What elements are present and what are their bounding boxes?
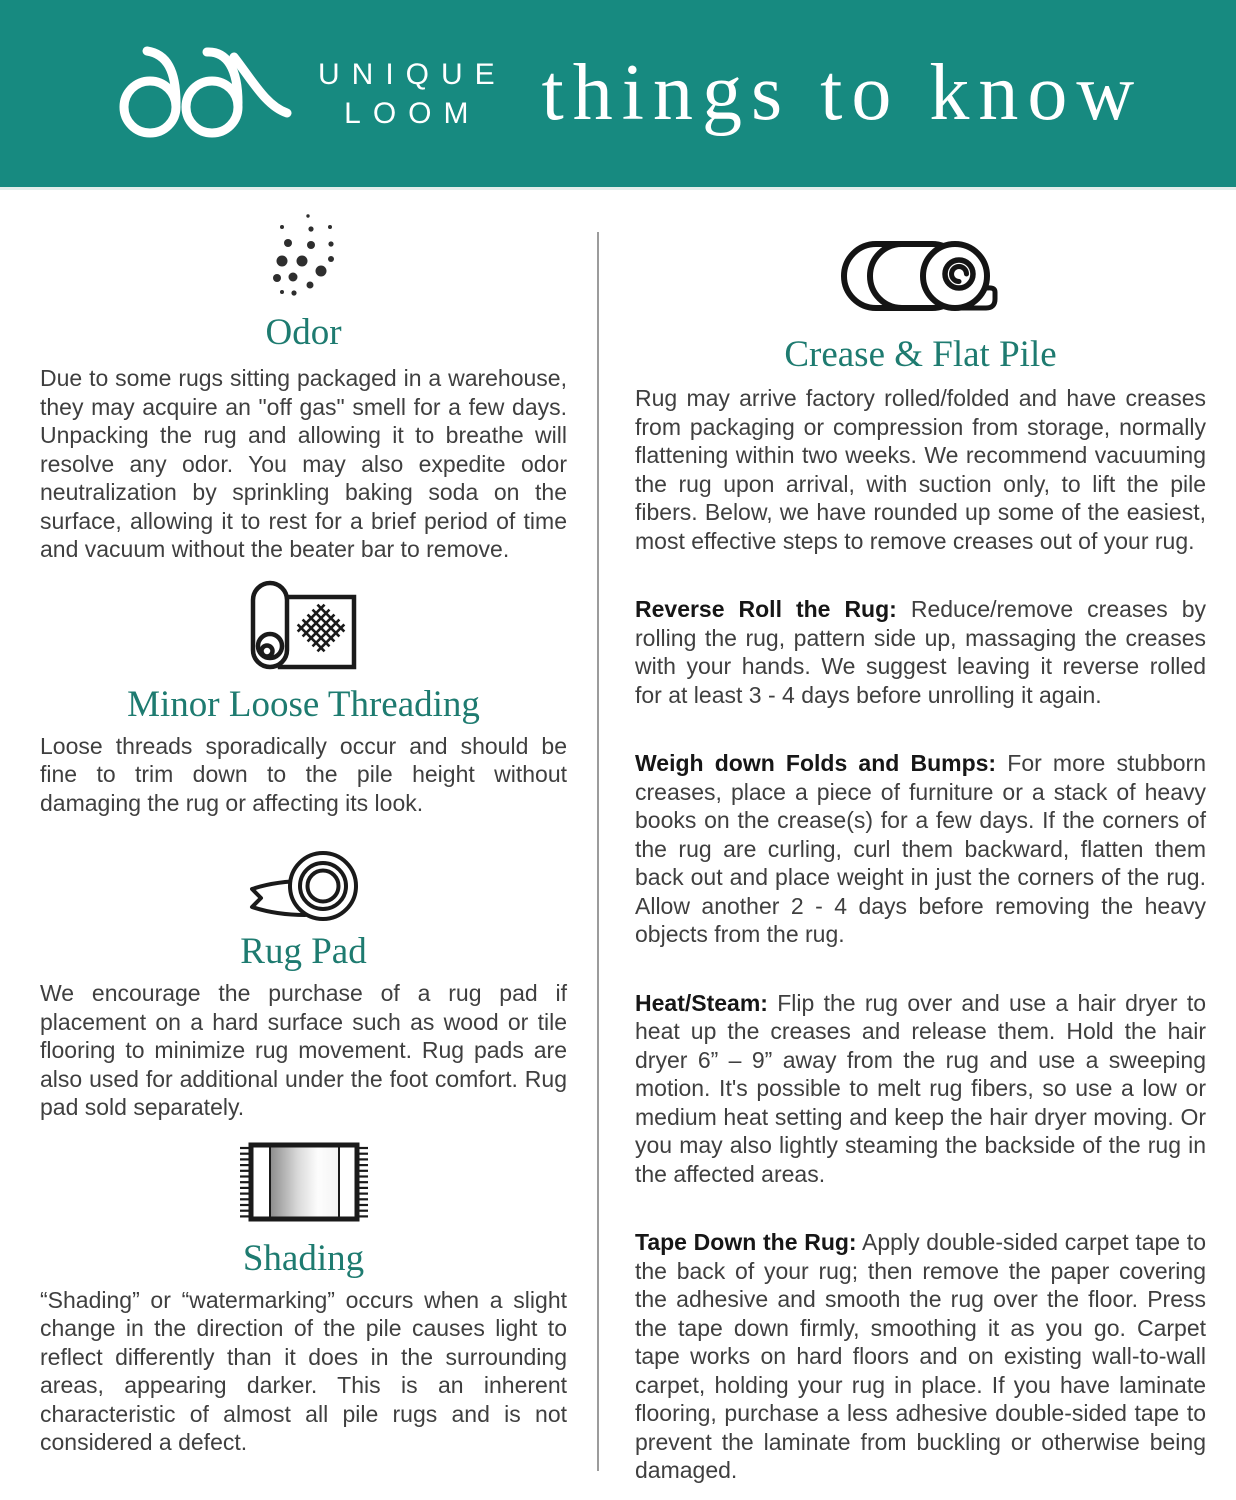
section-rug-pad	[40, 839, 567, 1122]
section-crease-flat-pile	[635, 238, 1206, 555]
step-weigh-down	[635, 749, 1206, 949]
section-body-shading: “Shading” or “watermarking” occurs when a slight change in the direction of the pile causes light to reflect differently than it does in the surrounding areas, appearing darker. This is an inherent characteristic of almost all pile rugs and is not considered a defect.	[40, 1286, 567, 1455]
content-columns	[0, 190, 1236, 1485]
brand-lockup	[108, 44, 507, 144]
section-shading	[40, 1142, 567, 1457]
section-heading-rugpad: Rug Pad	[240, 931, 367, 972]
brand-line-2: LOOM	[344, 96, 481, 130]
section-odor	[40, 210, 567, 564]
rolled-rug-side-spiral-icon	[840, 238, 1002, 316]
section-body-rugpad: We encourage the purchase of a rug pad if placement on a hard surface such as wood or tile flooring to minimize rug movement. Rug pads are also used for additional under the foot comfort. Rug pad sold separately.	[40, 980, 567, 1120]
step-text-tape-down: Apply double-sided carpet tape to the back of your rug; then remove the paper covering the adhesive and smooth the rug over the floor. Press the tape down firmly, smoothing it as you go. Carpet tape works on hard floors and on existing wall-to-wall carpet, holding your rug in place. If you have laminate flooring, purchase a less adhesive double-sided tape to prevent the laminate from buckling or otherwise being damaged.	[635, 1229, 1206, 1483]
page-title: things to know	[541, 49, 1144, 137]
step-label-heat-steam: Heat/Steam:	[635, 989, 768, 1016]
section-heading-shading: Shading	[242, 1237, 365, 1279]
step-heat-steam	[635, 989, 1206, 1189]
odor-sprinkle-icon	[271, 210, 337, 300]
section-body-threading: Loose threads sporadically occur and should be fine to trim down to the pile height without damaging the rug or affecting its look.	[40, 732, 567, 816]
step-text-reverse-roll: Reduce/remove creases by rolling the rug, pattern side up, massaging the creases with your hands. We suggest leaving it reverse rolled for at least 3 - 4 days before unrolling it again.	[635, 596, 1207, 708]
right-column	[635, 190, 1206, 1485]
step-label-weigh-down: Weigh down Folds and Bumps:	[635, 750, 997, 776]
section-heading-crease: Crease & Flat Pile	[784, 334, 1057, 375]
section-body-odor: Due to some rugs sitting packaged in a warehouse, they may acquire an "off gas" smell for a few days. Unpacking the rug and allowing it to breathe will resolve any odor. You may also expedite odor neutralization by sprinkling baking soda on the surface, allowing it to rest for a brief period of time and vacuum without the beater bar to remove.	[40, 365, 567, 562]
brand-line-1: UNIQUE	[318, 57, 507, 91]
unique-loom-logo	[108, 44, 298, 144]
section-body-crease-intro: Rug may arrive factory rolled/folded and have creases from packaging or compression from storage, normally flattening within two weeks. We recommend vacuuming the rug upon arrival, with suction only, to lift the pile fibers. Below, we have rounded up some of the easiest, most effective steps to remove creases out of your rug.	[635, 385, 1206, 554]
step-label-reverse-roll: Reverse Roll the Rug:	[635, 596, 897, 622]
column-divider	[597, 232, 599, 1471]
section-minor-loose-threading	[40, 580, 567, 818]
brand-name	[318, 55, 507, 133]
masthead	[0, 0, 1236, 190]
step-text-heat-steam: Flip the rug over and use a hair dryer to heat up the creases and release them. Hold the hair dryer 6” – 9” away from the rug and use a sweeping motion. It's possible to melt rug fibers, so use a low or medium heat setting and keep the hair dryer moving. Or you may also lightly steaming the backside of the rug in the affected areas.	[635, 989, 1207, 1187]
step-label-tape-down: Tape Down the Rug:	[635, 1229, 857, 1255]
rug-fringe-gradient-icon	[238, 1142, 370, 1222]
left-column	[40, 190, 567, 1485]
step-tape-down	[635, 1228, 1206, 1485]
step-reverse-roll	[635, 595, 1206, 709]
tape-roll-icon	[243, 839, 365, 923]
step-text-weigh-down: For more stubborn creases, place a piece of furniture or a stack of heavy books on the crease(s) for a few days. If the corners of the rug are curling, curl them backward, flatten them back out and place weight in just the corners of the rug. Allow another 2 - 4 days before removing the heavy objects from the rug.	[635, 750, 1206, 947]
section-heading-threading: Minor Loose Threading	[127, 683, 480, 725]
rolled-rug-crosshatch-icon	[250, 580, 358, 674]
section-heading-odor: Odor	[265, 312, 342, 353]
